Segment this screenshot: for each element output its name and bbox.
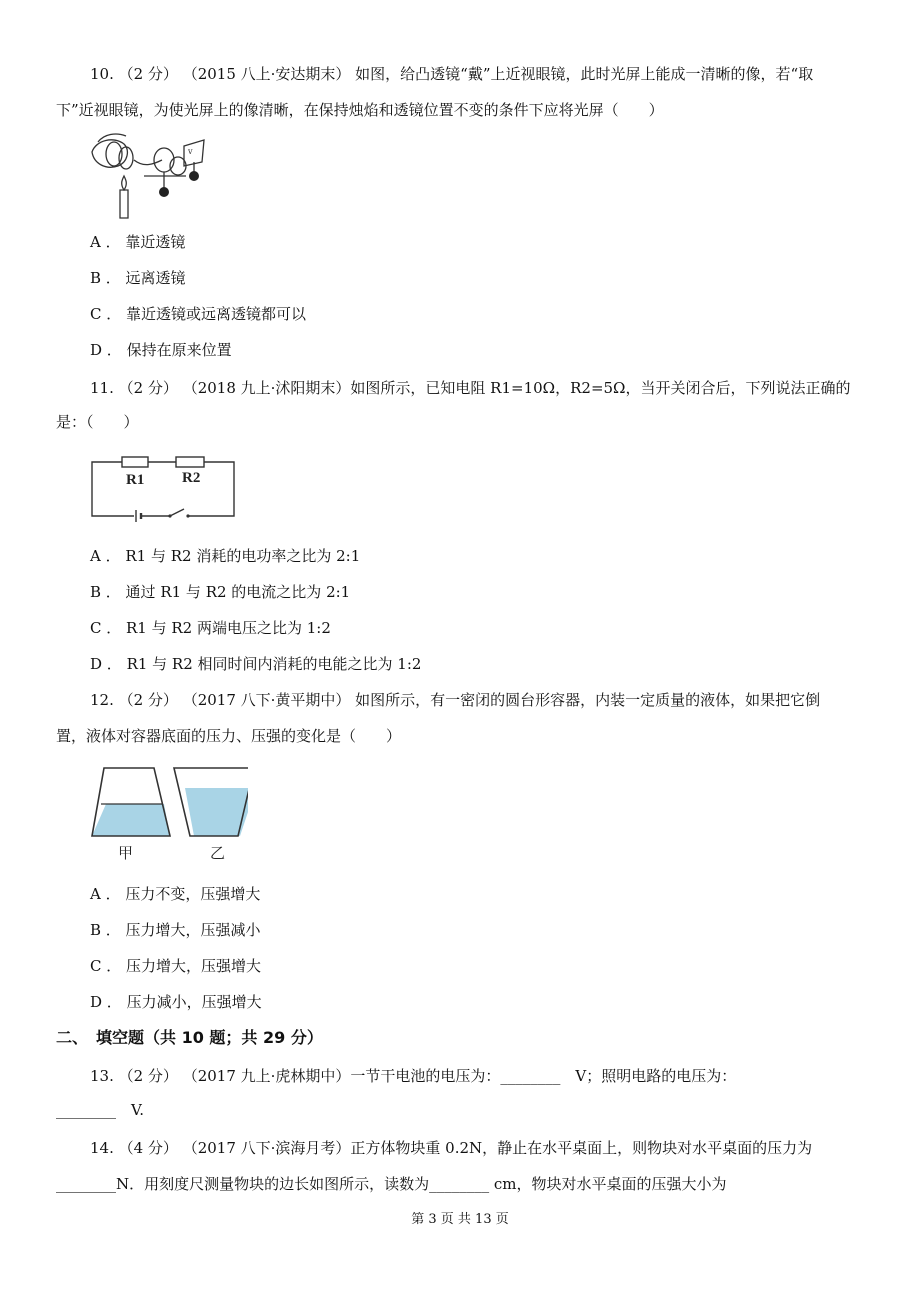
liquid-jia <box>92 804 170 836</box>
q14-stem-line1: 14. （4 分） （2017 八下·滨海月考）正方体物块重 0.2N，静止在水平桌面上，则物块对水平桌面的压力为 <box>90 1139 813 1157</box>
q11-option-d: D ． R1 与 R2 相同时间内消耗的电能之比为 1:2 <box>90 655 422 673</box>
q12-stem-line2: 置，液体对容器底面的压力、压强的变化是（ ） <box>56 727 402 745</box>
q10-stem-line1: 10. （2 分） （2015 八上·安达期末） 如图，给凸透镜“戴”上近视眼镜，此时光屏上能成一清晰的像，若“取 <box>90 65 814 83</box>
q11-stem-line2: 是：（ ） <box>56 413 139 431</box>
resistor-r1 <box>122 457 148 467</box>
label-yi: 乙 <box>210 844 226 862</box>
q10-lens-figure <box>84 130 214 225</box>
q14-stem-line2: ________N．用刻度尺测量物块的边长如图所示，读数为________ cm，物块对水平桌面的压强大小为 <box>56 1175 727 1193</box>
page-footer: 第 3 页 共 13 页 <box>411 1212 509 1227</box>
q11-option-b: B ． 通过 R1 与 R2 的电流之比为 2:1 <box>90 583 351 601</box>
label-jia: 甲 <box>118 844 134 862</box>
q13-stem-line2: ________ V. <box>56 1101 144 1119</box>
r1-label: R1 <box>126 472 145 488</box>
resistor-r2 <box>176 457 204 467</box>
liquid-yi <box>185 788 248 836</box>
q11-option-c: C ． R1 与 R2 两端电压之比为 1:2 <box>90 619 331 637</box>
q10-option-c: C ． 靠近透镜或远离透镜都可以 <box>90 305 307 323</box>
q10-option-d: D ． 保持在原来位置 <box>90 341 232 359</box>
svg-text:v: v <box>188 147 193 156</box>
q10-stem-line2: 下”近视眼镜，为使光屏上的像清晰，在保持烛焰和透镜位置不变的条件下应将光屏（ ） <box>56 101 664 119</box>
q10-option-b: B ． 远离透镜 <box>90 269 186 287</box>
q12-option-c: C ． 压力增大，压强增大 <box>90 957 262 975</box>
q12-option-d: D ． 压力减小，压强增大 <box>90 993 262 1011</box>
convex-lens <box>154 148 174 172</box>
switch-blade <box>170 509 184 516</box>
candle <box>120 190 128 218</box>
q11-option-a: A ． R1 与 R2 消耗的电功率之比为 2:1 <box>90 547 361 565</box>
r2-label: R2 <box>182 470 201 486</box>
q11-circuit-figure <box>88 452 240 524</box>
q12-option-a: A ． 压力不变，压强增大 <box>90 885 261 903</box>
q13-stem-line1: 13. （2 分） （2017 九上·虎林期中）一节干电池的电压为：________ V；照明电路的电压为： <box>90 1067 737 1085</box>
q12-stem-line1: 12. （2 分） （2017 八下·黄平期中） 如图所示，有一密闭的圆台形容器，内装一定质量的液体，如果把它倒 <box>90 691 821 709</box>
q10-option-a: A ． 靠近透镜 <box>90 233 186 251</box>
section-title-fill-in: 二、 填空题（共 10 题；共 29 分） <box>56 1028 323 1047</box>
q12-option-b: B ． 压力增大，压强减小 <box>90 921 261 939</box>
q12-containers-figure <box>88 764 248 862</box>
q11-stem-line1: 11. （2 分） （2018 九上·沭阳期末）如图所示，已知电阻 R1=10Ω，R2=5Ω，当开关闭合后，下列说法正确的 <box>90 379 851 397</box>
